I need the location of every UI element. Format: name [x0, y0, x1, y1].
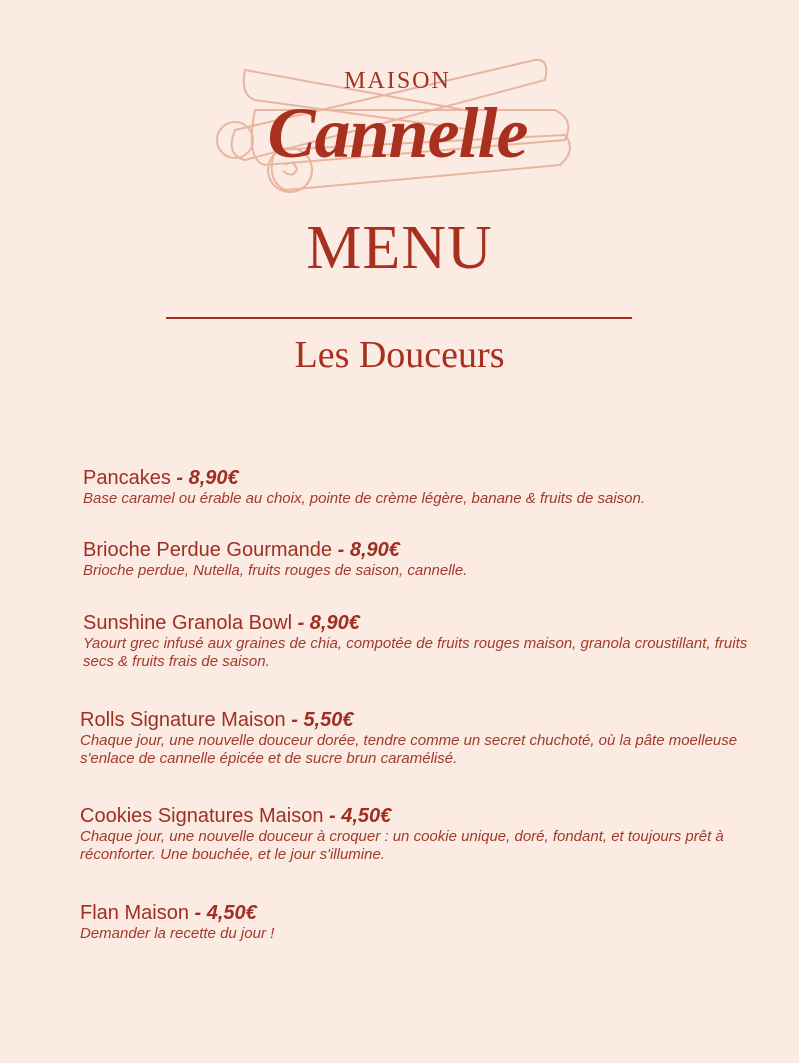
menu-item: Cookies Signatures Maison - 4,50€ Chaque jour, une nouvelle douceur à croquer : un cookie unique, doré, fondant, et toujours prêt à réconforter. Une bouchée, et le jour s'illumine.: [80, 804, 750, 864]
menu-item: Pancakes - 8,90€ Base caramel ou érable au choix, pointe de crème légère, banane & fruits de saison.: [83, 466, 753, 508]
item-price: 8,90€: [188, 467, 239, 489]
item-description: Chaque jour, une nouvelle douceur à croquer : un cookie unique, doré, fondant, et toujours prêt à réconforter. Une bouchée, et le jour s'illumine.: [80, 828, 724, 863]
menu-item: Sunshine Granola Bowl - 8,90€ Yaourt grec infusé aux graines de chia, compotée de fruits rouges maison, granola croustillant, fruits secs & fruits frais de saison.: [83, 611, 753, 671]
item-name: Flan Maison: [80, 902, 189, 924]
section-title: Les Douceurs: [294, 334, 505, 376]
item-description: Brioche perdue, Nutella, fruits rouges de saison, cannelle.: [83, 562, 468, 579]
item-description: Yaourt grec infusé aux graines de chia, compotée de fruits rouges maison, granola croustillant, fruits secs & fruits frais de saison.: [83, 635, 748, 670]
logo: [215, 40, 580, 200]
logo-cannelle: Cannelle: [267, 93, 528, 173]
item-name: Cookies Signatures Maison: [80, 805, 324, 827]
item-price: 5,50€: [303, 709, 354, 731]
page-title: MENU: [306, 214, 493, 282]
menu-item: Rolls Signature Maison - 5,50€ Chaque jour, une nouvelle douceur dorée, tendre comme un secret chuchoté, où la pâte moelleuse s'enlace de cannelle épicée et de sucre brun caramélisé.: [80, 708, 750, 768]
menu-item: Flan Maison - 4,50€ Demander la recette du jour !: [80, 901, 750, 943]
item-description: Demander la recette du jour !: [80, 925, 275, 942]
item-price: 4,50€: [341, 805, 392, 827]
item-price: 8,90€: [309, 612, 360, 634]
item-description: Chaque jour, une nouvelle douceur dorée, tendre comme un secret chuchoté, où la pâte moelleuse s'enlace de cannelle épicée et de sucre brun caramélisé.: [80, 732, 738, 767]
item-name: Sunshine Granola Bowl: [83, 612, 293, 634]
item-description: Base caramel ou érable au choix, pointe de crème légère, banane & fruits de saison.: [83, 490, 646, 507]
item-name: Pancakes: [83, 467, 171, 489]
divider: [166, 317, 632, 319]
menu-item: Brioche Perdue Gourmande - 8,90€ Brioche perdue, Nutella, fruits rouges de saison, cannelle.: [83, 538, 753, 580]
item-name: Rolls Signature Maison: [80, 709, 286, 731]
item-price: 4,50€: [206, 902, 257, 924]
item-name: Brioche Perdue Gourmande: [83, 539, 333, 561]
item-price: 8,90€: [349, 539, 400, 561]
logo-maison: MAISON: [344, 68, 451, 94]
